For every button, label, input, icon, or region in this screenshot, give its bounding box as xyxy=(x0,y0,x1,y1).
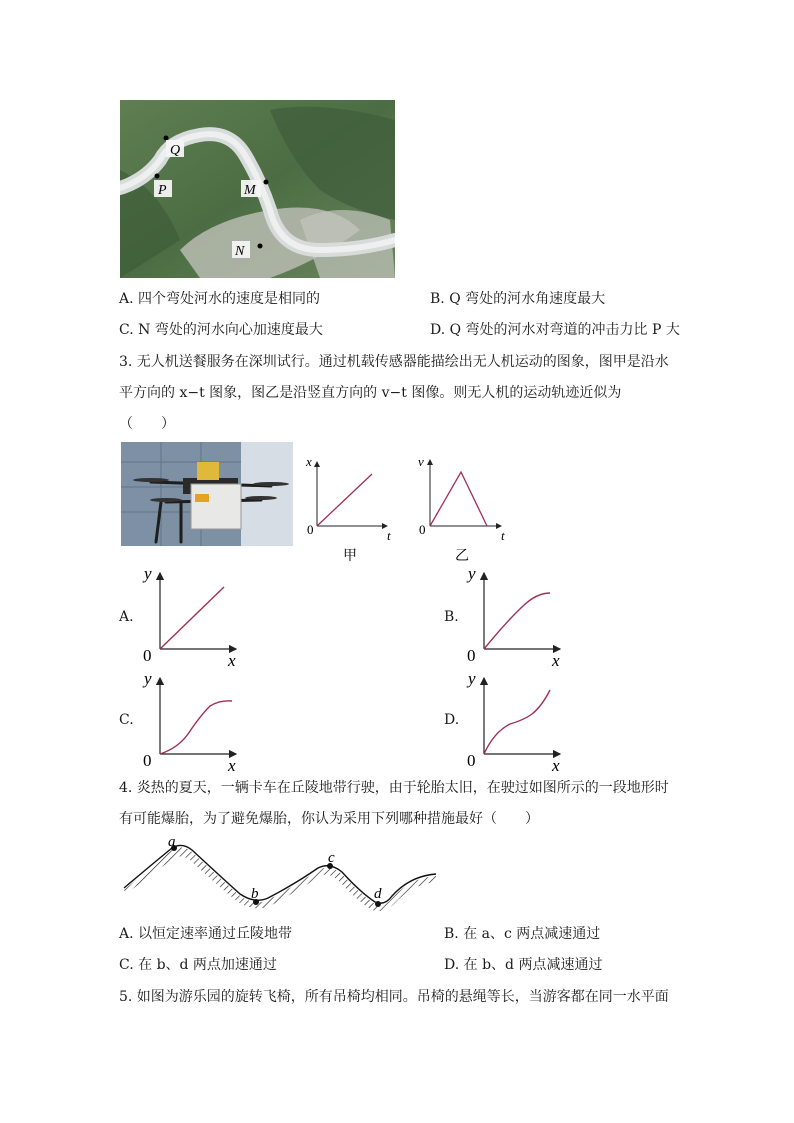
q4-stem-line-1: 4. 炎热的夏天，一辆卡车在丘陵地带行驶，由于轮胎太旧，在驶过如图所示的一段地形时 xyxy=(119,780,669,796)
choice-c-origin: 0 xyxy=(143,751,152,770)
q4-option-d[interactable]: D. 在 b、d 两点减速通过 xyxy=(444,957,603,973)
q3-choice-b-graph[interactable] xyxy=(462,563,572,671)
jia-caption: 甲 xyxy=(343,549,357,564)
q3-choice-c-letter[interactable]: C. xyxy=(119,712,134,728)
choice-c-ylabel: y xyxy=(144,669,152,688)
map-label-q: Q xyxy=(170,143,181,158)
q3-stem-line-1: 3. 无人机送餐服务在深圳试行。通过机载传感器能描绘出无人机运动的图象，图甲是沿水 xyxy=(119,354,669,370)
choice-d-curve xyxy=(484,690,550,754)
choice-b-origin: 0 xyxy=(467,646,476,665)
terrain-label-c: c xyxy=(328,850,335,866)
q3-stem-line-3: （ ） xyxy=(119,416,175,432)
q2-option-a[interactable]: A. 四个弯处河水的速度是相同的 xyxy=(119,291,321,307)
q4-option-a[interactable]: A. 以恒定速率通过丘陵地带 xyxy=(119,926,293,942)
q3-choice-a-graph[interactable] xyxy=(138,563,248,671)
jia-line xyxy=(317,474,372,526)
hilly-terrain-figure xyxy=(120,838,440,914)
yi-ylabel: v xyxy=(418,454,424,469)
choice-c-xlabel: x xyxy=(228,756,236,775)
choice-b-xlabel: x xyxy=(552,651,560,670)
choice-d-xlabel: x xyxy=(552,756,560,775)
choice-b-ylabel: y xyxy=(468,564,476,583)
choice-a-origin: 0 xyxy=(143,646,152,665)
q4-stem-line-2: 有可能爆胎，为了避免爆胎，你认为采用下列哪种措施最好（ ） xyxy=(119,811,539,827)
q3-choice-a-letter[interactable]: A. xyxy=(119,609,134,625)
river-map-image xyxy=(120,100,395,278)
river-map-figure xyxy=(120,100,395,278)
choice-d-origin: 0 xyxy=(467,751,476,770)
yi-triangle xyxy=(430,472,487,526)
q2-option-d[interactable]: D. Q 弯处的河水对弯道的冲击力比 P 大 xyxy=(430,322,680,338)
choice-c-curve xyxy=(160,701,232,754)
q3-choice-d-letter[interactable]: D. xyxy=(444,712,460,728)
map-label-m: M xyxy=(244,183,256,198)
choice-b-curve xyxy=(484,593,550,649)
drone-photo xyxy=(121,442,293,546)
jia-xlabel: t xyxy=(387,528,391,543)
terrain-label-d: d xyxy=(374,886,382,902)
choice-a-ylabel: y xyxy=(144,564,152,583)
map-label-n: N xyxy=(235,244,245,259)
q2-option-c[interactable]: C. N 弯处的河水向心加速度最大 xyxy=(119,322,323,338)
q4-option-c[interactable]: C. 在 b、d 两点加速通过 xyxy=(119,957,277,973)
choice-a-curve xyxy=(160,587,224,649)
terrain-hatch xyxy=(124,847,436,911)
q2-option-b[interactable]: B. Q 弯处的河水角速度最大 xyxy=(430,291,606,307)
q3-choice-b-letter[interactable]: B. xyxy=(444,609,459,625)
yi-xlabel: t xyxy=(501,528,505,543)
map-label-p: P xyxy=(158,183,167,198)
graph-yi xyxy=(413,452,513,567)
q3-choice-c-graph[interactable] xyxy=(138,668,248,776)
q3-stem-line-2: 平方向的 x−t 图象，图乙是沿竖直方向的 v−t 图像。则无人机的运动轨迹近似为 xyxy=(119,385,622,401)
yi-origin: 0 xyxy=(419,522,426,537)
q3-choice-d-graph[interactable] xyxy=(462,668,572,776)
choice-a-xlabel: x xyxy=(228,651,236,670)
terrain-label-b: b xyxy=(251,886,259,902)
q4-option-b[interactable]: B. 在 a、c 两点减速通过 xyxy=(444,926,601,942)
choice-d-ylabel: y xyxy=(468,669,476,688)
yi-caption: 乙 xyxy=(455,549,469,564)
q5-stem-line-1: 5. 如图为游乐园的旋转飞椅，所有吊椅均相同。吊椅的悬绳等长，当游客都在同一水平面 xyxy=(119,989,669,1005)
jia-ylabel: x xyxy=(306,454,312,469)
terrain-label-a: a xyxy=(168,838,176,850)
graph-jia xyxy=(305,452,400,567)
jia-origin: 0 xyxy=(307,522,314,537)
